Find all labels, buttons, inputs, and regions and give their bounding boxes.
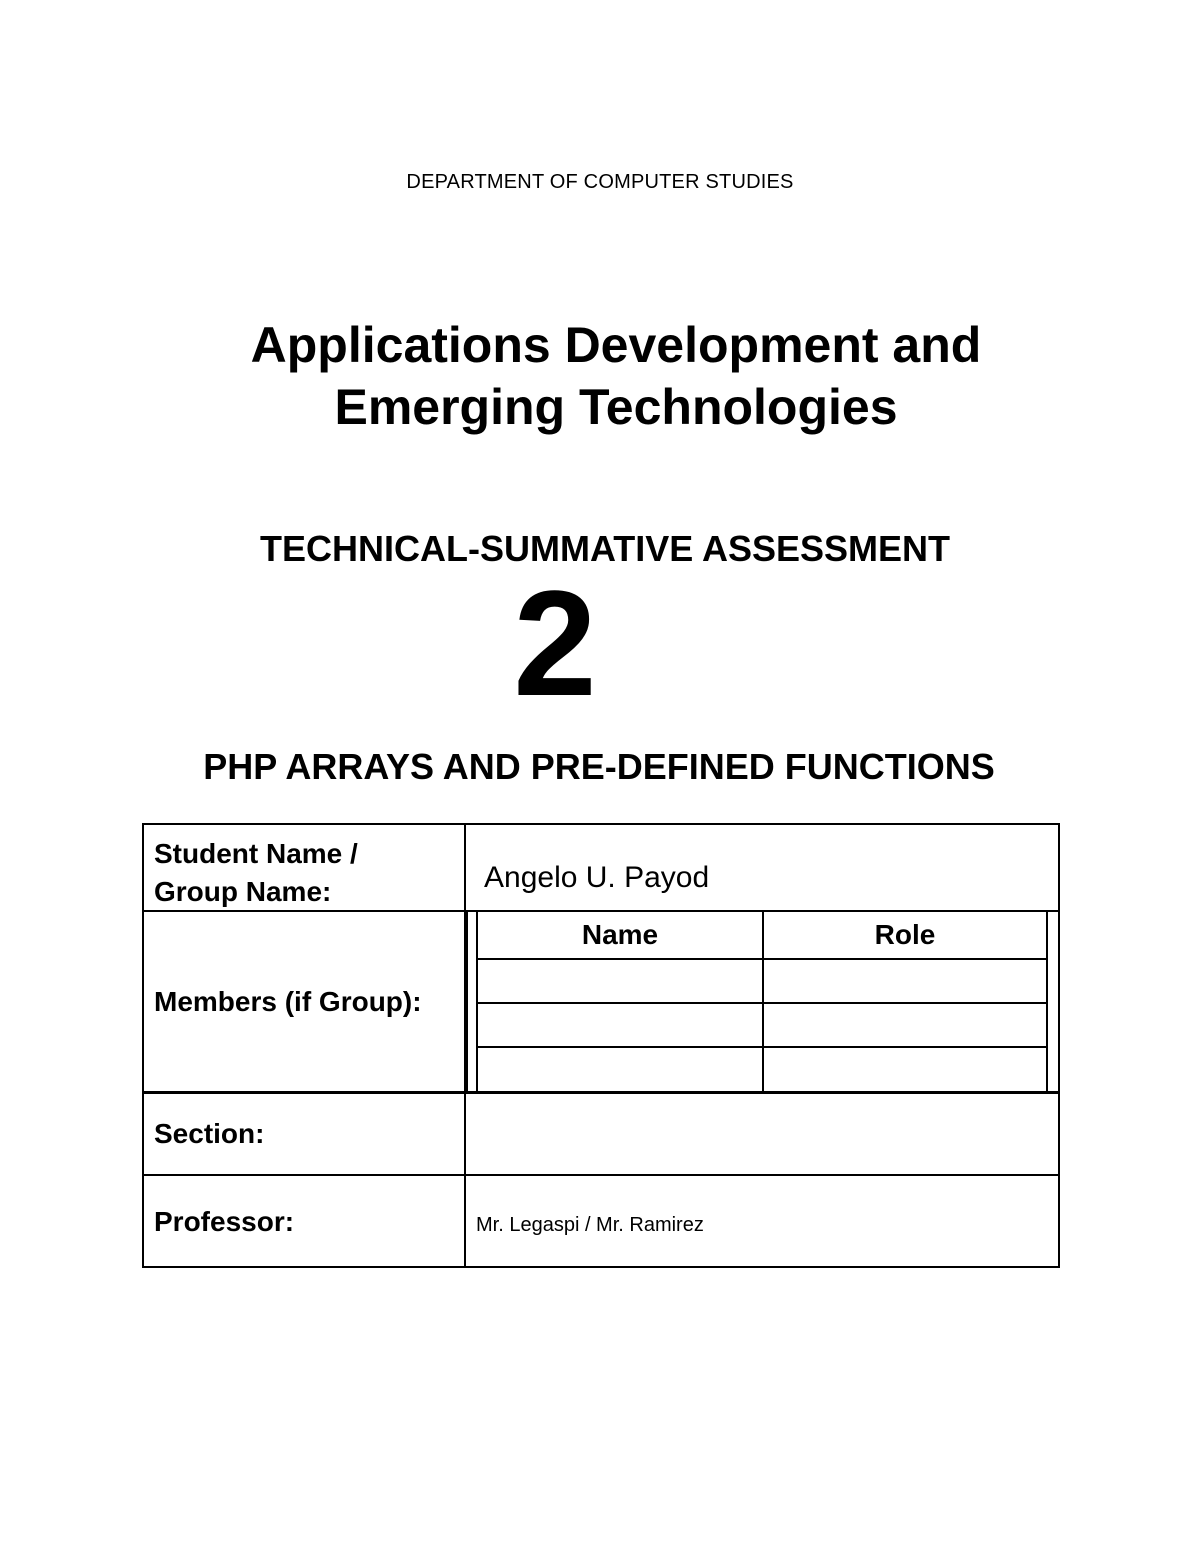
professor-field[interactable]	[466, 1176, 1058, 1268]
members-row-1	[478, 960, 1046, 1004]
professor-label-text: Professor:	[154, 1206, 295, 1237]
members-table	[476, 912, 1048, 1091]
topic-title: PHP ARRAYS AND PRE-DEFINED FUNCTIONS	[203, 746, 995, 787]
professor-row	[144, 1176, 1058, 1268]
professor-value: Mr. Legaspi / Mr. Ramirez	[476, 1214, 704, 1236]
member-3-role-field[interactable]	[764, 1048, 1046, 1091]
section-label-text: Section:	[154, 1118, 265, 1149]
course-title-line-1: Applications Development and	[250, 317, 982, 373]
assessment-number: 2	[513, 559, 597, 727]
student-info-table	[142, 823, 1060, 1268]
members-row-3	[478, 1048, 1046, 1091]
course-title	[0, 314, 1200, 438]
professor-label	[144, 1176, 466, 1268]
student-name-field[interactable]	[466, 825, 1058, 910]
member-2-role-field[interactable]	[764, 1004, 1046, 1046]
section-label	[144, 1094, 466, 1174]
section-row	[144, 1094, 1058, 1176]
member-1-name-field[interactable]	[478, 960, 764, 1002]
members-header-row	[478, 912, 1046, 960]
members-header-role: Role	[874, 919, 936, 950]
members-cell	[466, 912, 1058, 1091]
members-label-text: Members (if Group):	[154, 985, 422, 1017]
student-name-label	[144, 825, 466, 910]
department-header: DEPARTMENT OF COMPUTER STUDIES	[406, 171, 794, 193]
student-name-row	[144, 825, 1058, 912]
member-3-name-field[interactable]	[478, 1048, 764, 1091]
student-name-value: Angelo U. Payod	[484, 861, 710, 894]
section-field[interactable]	[466, 1094, 1058, 1174]
member-2-name-field[interactable]	[478, 1004, 764, 1046]
members-row-2	[478, 1004, 1046, 1048]
members-header-name: Name	[478, 912, 764, 958]
members-row	[144, 912, 1058, 1094]
member-1-role-field[interactable]	[764, 960, 1046, 1002]
course-title-line-2: Emerging Technologies	[334, 379, 898, 435]
student-name-label-line-1: Student Name /	[154, 838, 358, 869]
members-label	[144, 912, 466, 1091]
assessment-label: TECHNICAL-SUMMATIVE ASSESSMENT	[259, 528, 950, 569]
student-name-label-line-2: Group Name:	[154, 876, 332, 907]
